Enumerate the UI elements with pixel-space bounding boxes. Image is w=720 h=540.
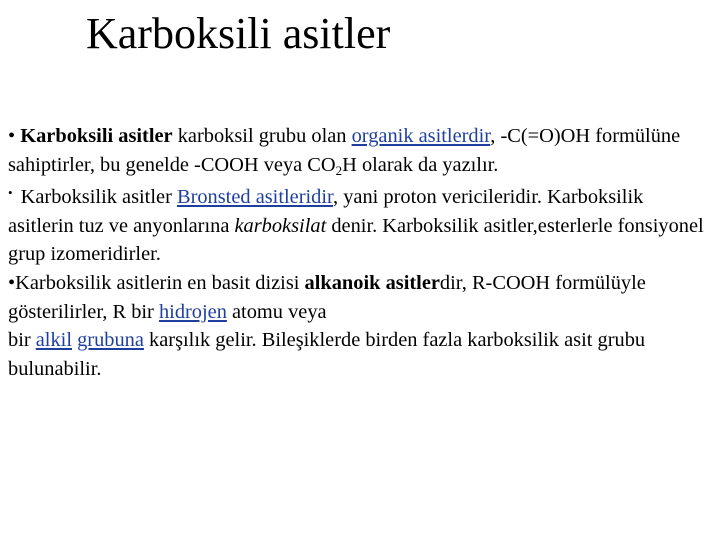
text-run: atomu veya xyxy=(226,300,327,323)
slide-body xyxy=(8,122,712,383)
bullet: • xyxy=(8,185,13,201)
link-hidrojen[interactable]: hidrojen xyxy=(158,300,227,323)
italic-term: karboksilat xyxy=(234,214,327,237)
paragraph-alkanoik xyxy=(8,269,712,383)
text-run: , -C(=O)OH formülüne sahiptirler, bu genelde -COOH veya CO xyxy=(8,125,681,176)
bullet: • xyxy=(8,125,16,147)
text-run: karboksil grubu olan xyxy=(172,125,352,147)
text-run: H olarak da yazılır. xyxy=(342,153,499,176)
text-run: , yani proton vericileridir. Karboksilik asitlerin tuz ve anyonlarına xyxy=(8,186,644,237)
link-organik-asitler[interactable]: organik asitlerdir xyxy=(351,125,491,147)
paragraph-definition xyxy=(8,122,712,179)
link-alkil[interactable]: alkil xyxy=(35,329,72,352)
slide-title: Karboksili asitler xyxy=(86,9,391,58)
bold-term: Karboksili asitler xyxy=(20,125,173,147)
text-run: Karboksilik asitlerin en basit dizisi xyxy=(15,271,305,294)
subscript: 2 xyxy=(335,162,343,178)
link-grubuna[interactable]: grubuna xyxy=(77,329,144,352)
text-run: karşılık gelir. Bileşiklerde birden fazla karboksilik asit grubu bulunabilir. xyxy=(8,329,646,380)
text-run: Karboksilik asitler xyxy=(15,186,177,209)
bold-term: alkanoik asitler xyxy=(304,271,440,294)
text-run: dir, R-COOH formülüyle gösterilirler, R bir xyxy=(8,271,646,323)
text-run: denir. Karboksilik asitler,esterlerle fonsiyonel grup izomeridirler. xyxy=(8,214,704,266)
link-bronsted-asitleri[interactable]: Bronsted asitleridir xyxy=(176,186,334,209)
bullet: • xyxy=(8,271,16,294)
paragraph-bronsted xyxy=(8,179,712,269)
text-run: bir xyxy=(8,329,36,352)
